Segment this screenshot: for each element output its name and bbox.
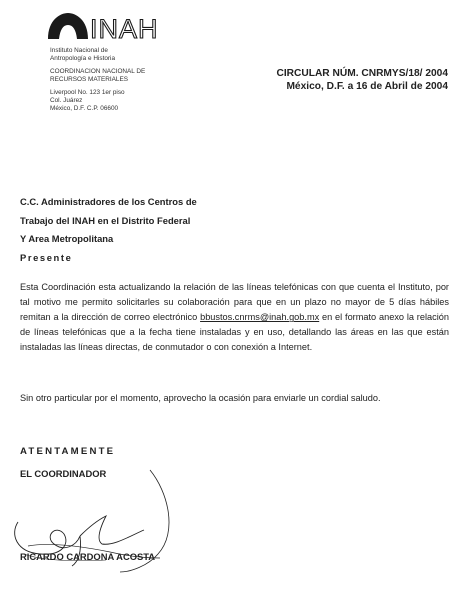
body-text: en el formato anexo la relación de líneas telefónicas que a la fecha tiene instaladas y en uso, detallando las áreas en las que están instaladas las líneas directas, de conmutador o con conexión a Internet.: [20, 312, 449, 353]
addressee-line: C.C. Administradores de los Centros de: [20, 196, 197, 207]
closing-atentamente: ATENTAMENTE: [20, 446, 116, 457]
address-line: Liverpool No. 123 1er piso: [50, 89, 125, 97]
address-line: Col. Juárez: [50, 96, 83, 104]
svg-text:INAH: INAH: [90, 14, 159, 44]
body-paragraph-greeting: Sin otro particular por el momento, aprovecho la ocasión para enviarle un cordial saludo.: [20, 393, 381, 403]
body-text: Esta Coordinación esta actualizando la relación de las líneas telefónicas con que cuenta el Instituto, por tal motivo me permito solicitarles su colaboración para que en un plazo no mayor de 5 días hábiles remitan a la dirección de correo electrónico: [20, 282, 449, 323]
closing-title: EL COORDINADOR: [20, 468, 107, 479]
addressee-line: Trabajo del INAH en el Distrito Federal: [20, 214, 191, 226]
institute-name-line: Antropología e Historia: [50, 54, 116, 62]
circular-date: México, D.F. a 16 de Abril de 2004: [286, 81, 448, 92]
address-line: México, D.F. C.P. 06600: [50, 104, 119, 112]
inah-logo: [46, 10, 159, 44]
coordination-line: RECURSOS MATERIALES: [50, 75, 129, 83]
addressee-line: Y Area Metropolitana: [20, 233, 114, 245]
coordination-line: COORDINACION NACIONAL DE: [50, 68, 146, 76]
presente-label: Presente: [20, 251, 73, 263]
institution-header: [50, 47, 145, 112]
body-paragraph-request: [20, 280, 449, 355]
addressee-block: [20, 193, 197, 267]
circular-reference: [276, 67, 448, 93]
circular-number: CIRCULAR NÚM. CNRMYS/18/ 2004: [276, 68, 448, 79]
institute-name-line: Instituto Nacional de: [50, 47, 108, 54]
email-link[interactable]: bbustos.cnrms@inah.gob.mx: [200, 312, 320, 323]
signer-name: RICARDO CARDONA ACOSTA: [20, 551, 156, 562]
